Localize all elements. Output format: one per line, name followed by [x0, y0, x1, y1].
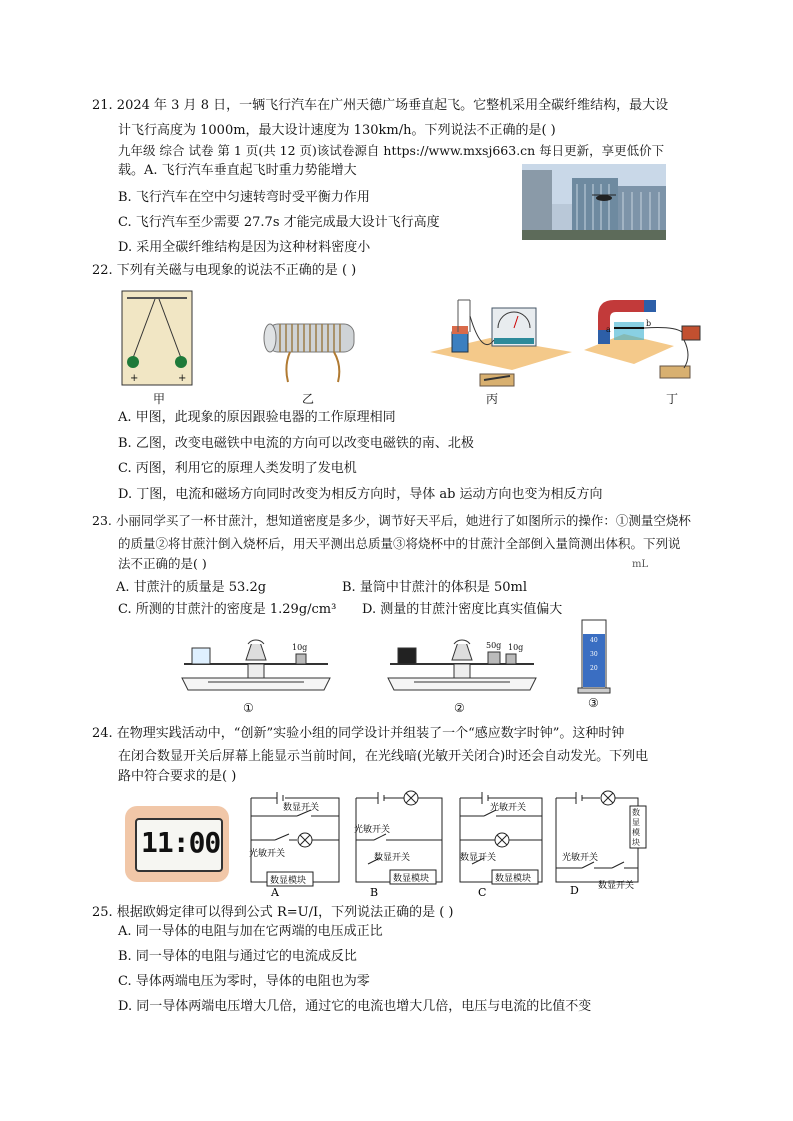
q22-stem: 22. 下列有关磁与电现象的说法不正确的是 ( ) [92, 263, 357, 278]
q23-option-d: D. 测量的甘蔗汁密度比真实值偏大 [362, 602, 563, 617]
q21-line3: 九年级 综合 试卷 第 1 页(共 12 页)该试卷源自 https://www.mxsj663.cn 每日更新，享更低价下 [118, 143, 665, 158]
caption-ding: 丁 [666, 392, 679, 406]
circuit-d-light-switch: 光敏开关 [562, 853, 599, 863]
q22-option-a: A. 甲图，此现象的原因跟验电器的工作原理相同 [118, 410, 396, 425]
circuit-a-label: A [271, 886, 279, 896]
circuit-a-light-switch: 光敏开关 [249, 849, 286, 859]
q23-option-a: A. 甘蔗汁的质量是 53.2g [116, 580, 267, 595]
q24-line3: 路中符合要求的是( ) [118, 769, 237, 784]
circuit-c-light-switch: 光敏开关 [490, 803, 527, 813]
circuit-c [456, 790, 548, 896]
q21-line1: 21. 2024 年 3 月 8 日，一辆飞行汽车在广州天德广场垂直起飞。它整机采用全碳纤维结构，最大设 [92, 98, 669, 113]
q25-option-c: C. 导体两端电压为零时，导体的电阻也为零 [118, 974, 370, 989]
electromagnet-figure [262, 314, 360, 384]
q22-option-b: B. 乙图，改变电磁铁中电流的方向可以改变电磁铁的南、北极 [118, 436, 474, 451]
q21-option-c: C. 飞行汽车至少需要 27.7s 才能完成最大设计飞行高度 [118, 215, 440, 230]
clock-time: 11:00 [141, 826, 221, 859]
q22-option-d: D. 丁图，电流和磁场方向同时改变为相反方向时，导体 ab 运动方向也变为相反方向 [118, 487, 603, 502]
q24-line1: 24. 在物理实践活动中，“创新”实验小组的同学设计并组装了一个“感应数字时钟”。这种时钟 [92, 726, 625, 741]
svg-text:+: + [178, 373, 187, 384]
cyl-tick-30: 30 [590, 651, 598, 658]
motor-figure [584, 296, 704, 386]
caption-yi: 乙 [302, 392, 315, 406]
digital-clock-photo [125, 806, 229, 882]
motor-label-b: b [646, 319, 652, 328]
q24-line2: 在闭合数显开关后屏幕上能显示当前时间，在光线暗(光敏开关闭合)时还会自动发光。下列电 [118, 749, 649, 764]
balance1-weight: 10g [292, 643, 308, 652]
balance-empty-beaker [178, 630, 338, 702]
cyl-tick-40: 40 [590, 637, 598, 644]
cylinder-unit-label: mL [632, 559, 649, 570]
circuit-c-display-switch: 数显开关 [460, 853, 497, 863]
flying-car-photo [522, 164, 666, 240]
q21-line2: 计飞行高度为 1000m，最大设计速度为 130km/h。下列说法不正确的是( ) [118, 123, 556, 138]
q23-line2: 的质量②将甘蔗汁倒入烧杯后，用天平测出总质量③将烧杯中的甘蔗汁全部倒入量筒测出体积。下列说 [118, 536, 681, 551]
q21-line4: 载。A. 飞行汽车垂直起飞时重力势能增大 [118, 163, 357, 178]
q21-option-b: B. 飞行汽车在空中匀速转弯时受平衡力作用 [118, 190, 370, 205]
q23-option-c: C. 所测的甘蔗汁的密度是 1.29g/cm³ [118, 602, 337, 617]
circuit-b-display-switch: 数显开关 [374, 853, 411, 863]
cyl-tick-20: 20 [590, 665, 598, 672]
induction-figure [430, 296, 572, 388]
circuit-c-label: C [478, 886, 487, 896]
charged-balls-figure [121, 290, 193, 386]
caption-bing: 丙 [486, 392, 499, 406]
circuit-a-module: 数显模块 [270, 876, 307, 886]
q25-option-a: A. 同一导体的电阻与加在它两端的电压成正比 [118, 924, 383, 939]
q23-line1: 23. 小丽同学买了一杯甘蔗汁，想知道密度是多少，调节好天平后，她进行了如图所示的操作：①测量空烧杯 [92, 513, 691, 528]
q23-option-b: B. 量筒中甘蔗汁的体积是 50ml [342, 580, 527, 595]
svg-text:+: + [130, 373, 139, 384]
motor-label-a: a [606, 325, 611, 334]
circuit-d-label: D [570, 884, 579, 896]
label-step3: ③ [588, 696, 599, 710]
balance-full-beaker [384, 630, 544, 702]
balance2-weight-10: 10g [508, 643, 524, 652]
measuring-cylinder [576, 616, 612, 696]
q21-option-d: D. 采用全碳纤维结构是因为这种材料密度小 [118, 240, 371, 255]
caption-jia: 甲 [153, 392, 166, 406]
q25-option-b: B. 同一导体的电阻与通过它的电流成反比 [118, 949, 357, 964]
circuit-b-label: B [370, 886, 379, 896]
q23-line3: 法不正确的是( ) [118, 556, 207, 571]
q22-option-c: C. 丙图，利用它的原理人类发明了发电机 [118, 461, 357, 476]
circuit-d-module-vertical: 数显模块 [632, 808, 640, 847]
circuit-d-display-switch: 数显开关 [598, 881, 635, 891]
q25-stem: 25. 根据欧姆定律可以得到公式 R=U/I，下列说法正确的是 ( ) [92, 905, 454, 920]
circuit-b-module: 数显模块 [393, 874, 430, 884]
circuit-a-display-switch: 数显开关 [283, 803, 320, 813]
circuit-c-module: 数显模块 [495, 874, 532, 884]
circuit-b [352, 790, 448, 896]
circuit-a [245, 790, 345, 896]
label-step1: ① [243, 701, 254, 715]
label-step2: ② [454, 701, 465, 715]
q25-option-d: D. 同一导体两端电压增大几倍，通过它的电流也增大几倍，电压与电流的比值不变 [118, 999, 592, 1014]
balance2-weight-50: 50g [486, 641, 502, 650]
circuit-b-light-switch: 光敏开关 [354, 825, 391, 835]
